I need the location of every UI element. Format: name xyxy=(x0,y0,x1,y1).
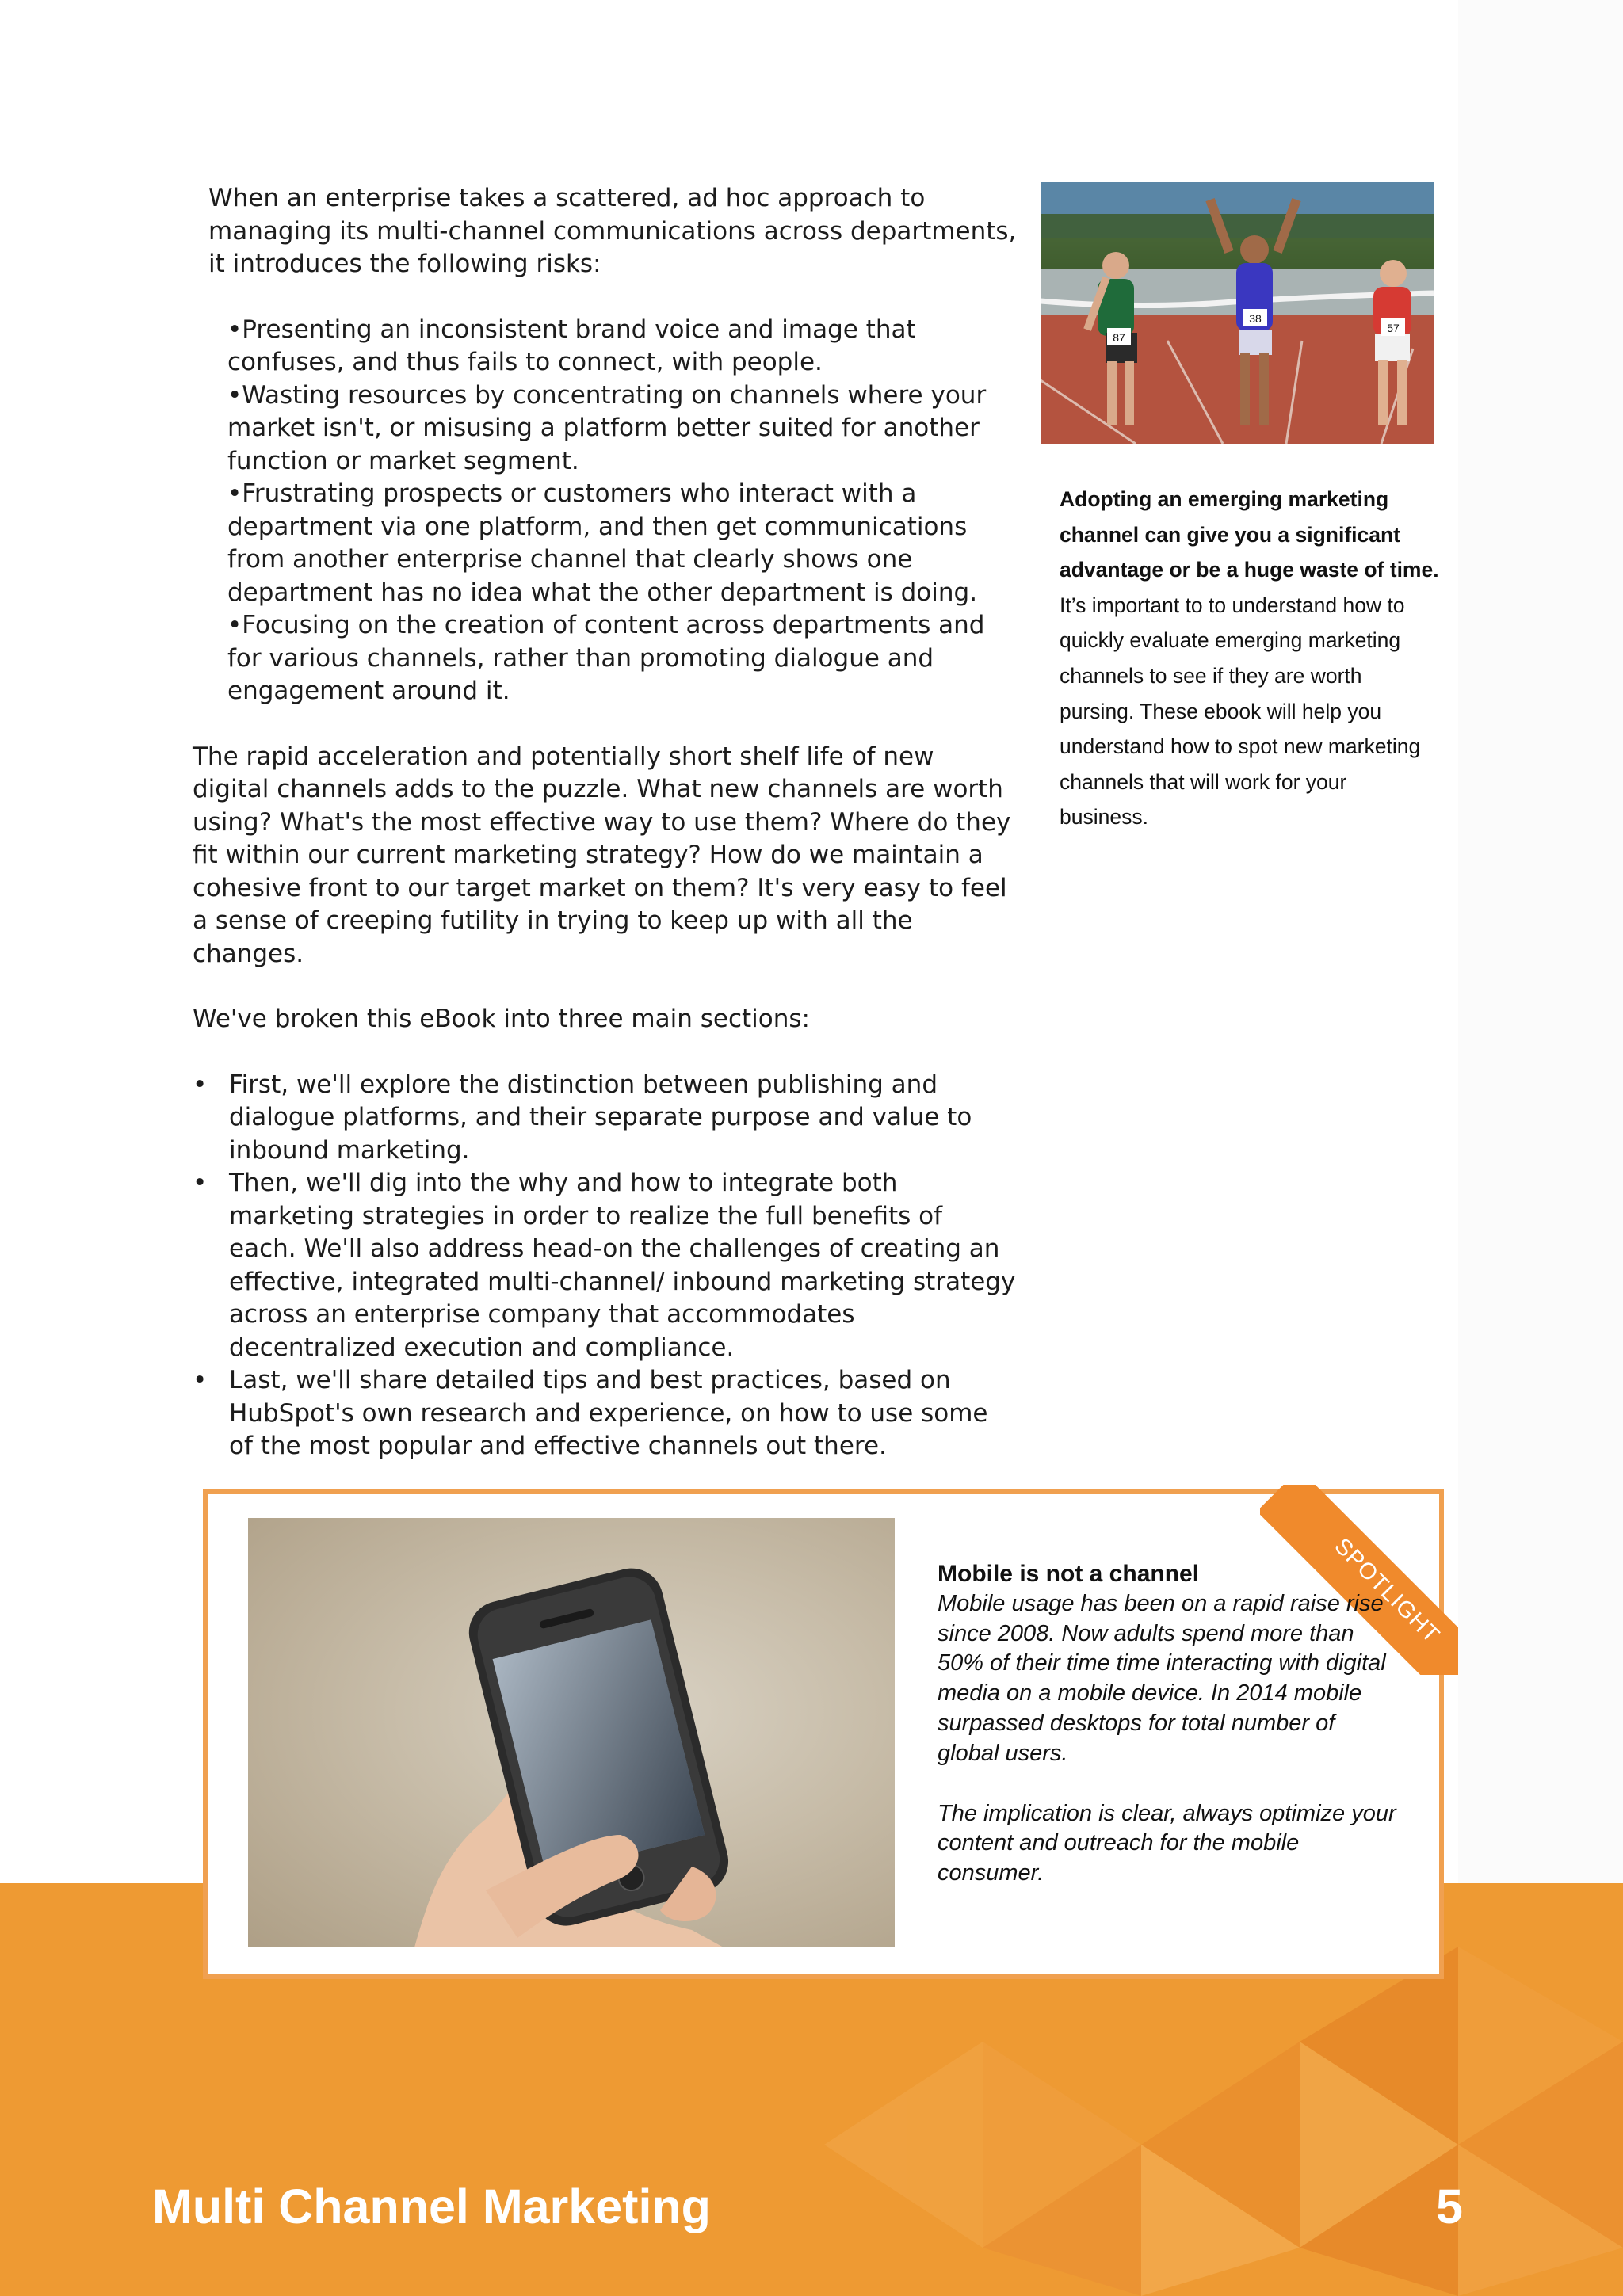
section-item xyxy=(193,1364,1017,1463)
bib-number: 57 xyxy=(1387,322,1400,334)
sidebar xyxy=(1060,482,1440,835)
runners-photo xyxy=(1041,182,1434,444)
bib-number: 38 xyxy=(1249,312,1262,325)
section-item-text: First, we'll explore the distinction between publishing and dialogue platforms, and their separate purpose and value to inbound marketing. xyxy=(229,1070,972,1165)
spotlight-paragraph: The implication is clear, always optimize your content and outreach for the mobile consumer. xyxy=(938,1800,1396,1886)
intro-paragraph: When an enterprise takes a scattered, ad hoc approach to managing its multi-channel communications across departments, it introduces the following risks: xyxy=(208,184,1017,278)
sidebar-body: It’s important to to understand how to quickly evaluate emerging marketing channels to see if they are worth pursing. These ebook will help you understand how to spot new marketing channels that will work for your business. xyxy=(1060,593,1421,830)
risk-item: •Wasting resources by concentrating on channels where your market isn't, or misusing a platform better suited for another function or market segment. xyxy=(227,380,987,475)
section-list xyxy=(193,1069,1017,1463)
section-item-text: Then, we'll dig into the why and how to integrate both marketing strategies in order to realize the full benefits of each. We'll also address head-on the challenges of creating an effective, integrated multi-channel/ inbound marketing strategy across an enterprise company that accommodates decentralized execution and compliance. xyxy=(229,1169,1016,1362)
phone-photo xyxy=(248,1518,895,1947)
footer-title: Multi Channel Marketing xyxy=(152,2180,711,2233)
runners-illustration xyxy=(1041,182,1434,444)
sections-intro: We've broken this eBook into three main sections: xyxy=(193,1005,810,1033)
bullet-glyph: • xyxy=(193,1169,208,1197)
page-right-edge xyxy=(1458,0,1623,1886)
bib-number: 87 xyxy=(1113,331,1125,344)
risk-list xyxy=(227,314,1017,708)
ribbon-label: SPOTLIGHT xyxy=(1329,1533,1445,1649)
body-paragraph: The rapid acceleration and potentially short shelf life of new digital channels adds to the puzzle. What new channels are worth using? What's the most effective way to use them? Where do they fit within our current marketing strategy? How do we maintain a cohesive front to our target market on them? It's very easy to feel a sense of creeping futility in trying to keep up with all the changes. xyxy=(193,742,1011,968)
sidebar-lead: Adopting an emerging marketing channel can give you a significant advantage or be a huge waste of time. xyxy=(1060,487,1439,582)
risk-item: •Focusing on the creation of content across departments and for various channels, rather than promoting dialogue and engagement around it. xyxy=(227,611,985,705)
paragraph-gap xyxy=(938,1769,1397,1799)
section-item-text: Last, we'll share detailed tips and best practices, based on HubSpot's own research and experience, on how to use some of the most popular and effective channels out there. xyxy=(229,1366,988,1460)
section-item xyxy=(193,1167,1017,1364)
spotlight-paragraph: Mobile usage has been on a rapid raise rise since 2008. Now adults spend more than 50% of their time time interacting with digital media on a mobile device. In 2014 mobile surpassed desktops for total number of global users. xyxy=(938,1590,1386,1766)
risk-item: •Frustrating prospects or customers who interact with a department via one platform, and then get communications from another enterprise channel that clearly shows one department has no idea what the other department is doing. xyxy=(227,479,978,607)
hand-holding-phone xyxy=(248,1518,895,1947)
section-item xyxy=(193,1069,1017,1168)
spotlight-text xyxy=(938,1559,1397,1889)
main-column xyxy=(193,182,1017,1463)
bullet-glyph: • xyxy=(193,1366,208,1394)
page-number: 5 xyxy=(1436,2180,1463,2233)
bullet-glyph: • xyxy=(193,1070,208,1099)
spotlight-heading: Mobile is not a channel xyxy=(938,1561,1200,1587)
risk-item: •Presenting an inconsistent brand voice and image that confuses, and thus fails to connect, with people. xyxy=(227,315,916,376)
